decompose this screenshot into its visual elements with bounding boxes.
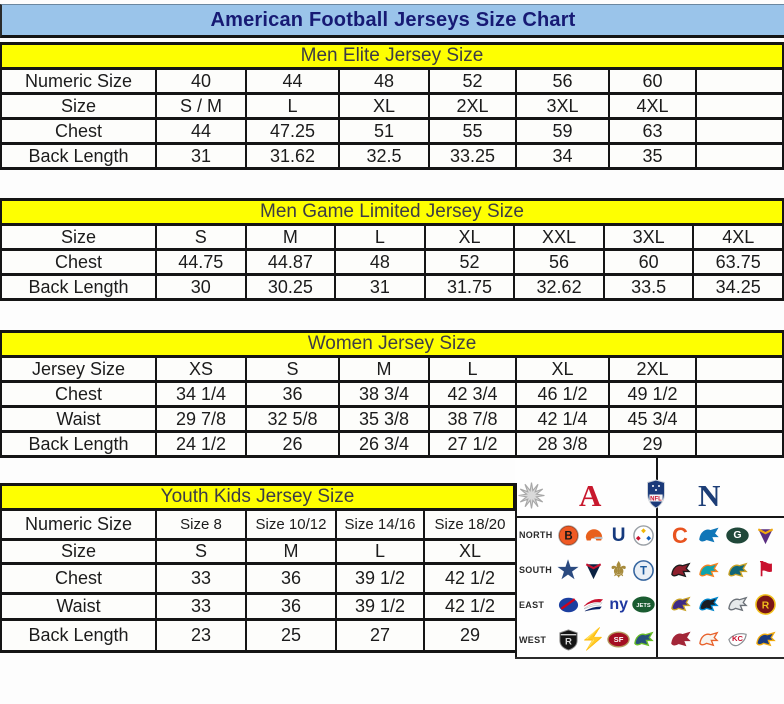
- row-label: Chest: [2, 383, 157, 408]
- size-cell: 31: [336, 276, 426, 301]
- division-row-east: [515, 588, 784, 623]
- size-cell: 52: [430, 70, 517, 95]
- size-cell: 48: [340, 70, 430, 95]
- team-logo-saints-icon: ⚜: [609, 558, 629, 582]
- size-cell: S: [247, 358, 340, 383]
- team-logo-packers-icon: [725, 523, 749, 547]
- size-cell: 44: [247, 70, 340, 95]
- team-logo-raiders-icon: [556, 628, 580, 652]
- size-cell: 42 1/2: [425, 565, 517, 595]
- team-logo-patriots-icon: [581, 593, 605, 617]
- size-cell: 44: [157, 120, 247, 145]
- team-logo-eagles-icon: [725, 593, 749, 617]
- svg-text:KC: KC: [731, 634, 743, 644]
- size-cell: 28 3/8: [517, 433, 610, 458]
- men-elite-grid: [0, 70, 784, 170]
- size-cell: 4XL: [694, 226, 784, 251]
- size-cell: 23: [157, 621, 247, 653]
- size-cell: 63: [610, 120, 697, 145]
- size-cell: [697, 408, 784, 433]
- division-label: EAST: [519, 599, 545, 610]
- size-cell: 34: [517, 145, 610, 170]
- size-cell: S: [157, 226, 247, 251]
- size-cell: 33.5: [605, 276, 695, 301]
- men-game-limited-table: [0, 198, 784, 301]
- afc-logo: A: [579, 478, 602, 513]
- size-cell: XL: [426, 226, 516, 251]
- men-elite-header: Men Elite Jersey Size: [0, 42, 784, 70]
- svg-text:SF: SF: [613, 635, 624, 645]
- size-cell: [697, 433, 784, 458]
- size-cell: L: [337, 541, 425, 565]
- row-label: Size: [2, 226, 157, 251]
- size-cell: M: [247, 226, 337, 251]
- size-cell: 27: [337, 621, 425, 653]
- svg-text:R: R: [564, 636, 572, 648]
- team-logo-vikings-icon: [754, 523, 778, 547]
- division-label: NORTH: [519, 530, 553, 541]
- size-cell: 4XL: [610, 95, 697, 120]
- size-cell: 55: [430, 120, 517, 145]
- women-header: Women Jersey Size: [0, 330, 784, 358]
- afc-teams: [556, 628, 656, 652]
- svg-text:R: R: [762, 599, 770, 612]
- size-cell: 29: [610, 433, 697, 458]
- svg-text:T: T: [640, 564, 648, 577]
- size-cell: Size 14/16: [337, 511, 425, 541]
- size-cell: 27 1/2: [430, 433, 517, 458]
- size-cell: [697, 383, 784, 408]
- youth-kids-grid: [0, 511, 517, 653]
- team-logo-browns-icon: [581, 523, 605, 547]
- division-row-north: [515, 518, 784, 553]
- starburst-icon: [518, 482, 545, 514]
- size-cell: 3XL: [517, 95, 610, 120]
- row-label: Size: [2, 95, 157, 120]
- team-logo-buccaneers-icon: ⚑: [757, 558, 775, 581]
- size-cell: 30.25: [247, 276, 337, 301]
- size-cell: 35: [610, 145, 697, 170]
- youth-kids-header: Youth Kids Jersey Size: [0, 483, 515, 511]
- row-label: Chest: [2, 251, 157, 276]
- team-logo-giants-icon: ny: [609, 596, 628, 614]
- size-cell: 32.5: [340, 145, 430, 170]
- size-cell: 2XL: [610, 358, 697, 383]
- size-cell: L: [247, 95, 340, 120]
- size-cell: 35 3/8: [340, 408, 430, 433]
- size-cell: 60: [610, 70, 697, 95]
- size-cell: 38 3/4: [340, 383, 430, 408]
- row-label: Back Length: [2, 621, 157, 653]
- men-game-limited-grid: [0, 226, 784, 301]
- size-cell: 52: [426, 251, 516, 276]
- size-cell: XXL: [515, 226, 605, 251]
- size-cell: 34 1/4: [157, 383, 247, 408]
- nfc-teams: [660, 558, 784, 582]
- size-cell: M: [247, 541, 337, 565]
- men-game-limited-header: Men Game Limited Jersey Size: [0, 198, 784, 226]
- afc-teams: [556, 593, 656, 617]
- size-cell: 46 1/2: [517, 383, 610, 408]
- size-cell: 26: [247, 433, 340, 458]
- size-cell: 59: [517, 120, 610, 145]
- size-cell: 39 1/2: [337, 565, 425, 595]
- team-logo-dolphins-icon: [697, 558, 721, 582]
- size-cell: 26 3/4: [340, 433, 430, 458]
- division-label: WEST: [519, 634, 547, 645]
- size-cell: XS: [157, 358, 247, 383]
- size-cell: 34.25: [694, 276, 784, 301]
- team-logo-texans-icon: [581, 558, 605, 582]
- afc-teams: [556, 558, 656, 582]
- team-logo-jets-icon: [632, 593, 656, 617]
- team-logo-titans-icon: [632, 558, 656, 582]
- size-cell: Size 10/12: [247, 511, 337, 541]
- row-label: Waist: [2, 595, 157, 621]
- team-logo-broncos-icon: [697, 628, 721, 652]
- team-logo-bengals-icon: [556, 523, 580, 547]
- size-cell: Size 8: [157, 511, 247, 541]
- size-cell: [697, 120, 784, 145]
- row-label: Back Length: [2, 145, 157, 170]
- women-grid: [0, 358, 784, 458]
- size-cell: 30: [157, 276, 247, 301]
- size-cell: L: [336, 226, 426, 251]
- size-cell: 33: [157, 595, 247, 621]
- size-cell: 33.25: [430, 145, 517, 170]
- division-row-west: [515, 622, 784, 657]
- team-logo-colts-icon: U: [611, 524, 626, 546]
- team-logo-panthers-icon: [697, 593, 721, 617]
- size-cell: 38 7/8: [430, 408, 517, 433]
- size-cell: 60: [605, 251, 695, 276]
- team-logo-cowboys-icon: ★: [557, 556, 579, 584]
- size-cell: 32 5/8: [247, 408, 340, 433]
- team-logo-lions-icon: [697, 523, 721, 547]
- size-cell: 42 3/4: [430, 383, 517, 408]
- size-cell: 48: [336, 251, 426, 276]
- team-logo-bears-icon: C: [672, 522, 688, 548]
- team-logo-fortyniners-icon: [607, 628, 631, 652]
- size-cell: 36: [247, 595, 337, 621]
- size-cell: 29 7/8: [157, 408, 247, 433]
- size-cell: 33: [157, 565, 247, 595]
- team-logo-cardinals-icon: [668, 628, 692, 652]
- nfc-teams: [660, 628, 784, 652]
- page-title: American Football Jerseys Size Chart: [0, 4, 784, 38]
- team-logo-falcons-icon: [668, 558, 692, 582]
- nfc-logo: N: [698, 478, 721, 513]
- size-cell: 39 1/2: [337, 595, 425, 621]
- size-cell: 40: [157, 70, 247, 95]
- size-cell: 2XL: [430, 95, 517, 120]
- size-cell: 32.62: [515, 276, 605, 301]
- team-logo-bills-icon: [556, 593, 580, 617]
- size-cell: 36: [247, 383, 340, 408]
- size-cell: XL: [517, 358, 610, 383]
- row-label: Chest: [2, 565, 157, 595]
- team-logo-chargers-icon: ⚡: [580, 628, 607, 652]
- size-cell: 49 1/2: [610, 383, 697, 408]
- nfl-shield-icon: [646, 479, 666, 514]
- size-cell: 56: [517, 70, 610, 95]
- size-cell: S / M: [157, 95, 247, 120]
- size-cell: [697, 358, 784, 383]
- size-cell: M: [340, 358, 430, 383]
- size-cell: 25: [247, 621, 337, 653]
- row-label: Waist: [2, 408, 157, 433]
- row-label: Size: [2, 541, 157, 565]
- size-cell: 44.87: [247, 251, 337, 276]
- size-cell: 47.25: [247, 120, 340, 145]
- size-cell: Size 18/20: [425, 511, 517, 541]
- size-cell: 36: [247, 565, 337, 595]
- size-cell: 42 1/4: [517, 408, 610, 433]
- team-logo-seahawks-icon: [632, 628, 656, 652]
- size-cell: 44.75: [157, 251, 247, 276]
- nfl-logo-panel: [515, 458, 784, 659]
- division-row-south: [515, 553, 784, 588]
- nfc-teams: [660, 593, 784, 617]
- row-label: Numeric Size: [2, 511, 157, 541]
- size-cell: [697, 70, 784, 95]
- svg-text:G: G: [733, 529, 742, 542]
- team-logo-steelers-icon: [632, 523, 656, 547]
- size-cell: 31: [157, 145, 247, 170]
- size-cell: 31.62: [247, 145, 340, 170]
- svg-text:JETS: JETS: [636, 603, 652, 610]
- nfc-teams: [660, 523, 784, 547]
- panel-bottom-line: [515, 657, 784, 659]
- size-cell: 63.75: [694, 251, 784, 276]
- team-logo-jaguars-icon: [725, 558, 749, 582]
- size-cell: 3XL: [605, 226, 695, 251]
- men-elite-table: [0, 42, 784, 170]
- size-cell: XL: [340, 95, 430, 120]
- row-label: Chest: [2, 120, 157, 145]
- size-cell: S: [157, 541, 247, 565]
- team-logo-rams-icon: [754, 628, 778, 652]
- nfl-division-rows: [515, 518, 784, 657]
- size-cell: [697, 145, 784, 170]
- row-label: Back Length: [2, 276, 157, 301]
- row-label: Back Length: [2, 433, 157, 458]
- team-logo-chiefs-icon: [725, 628, 749, 652]
- size-cell: 51: [340, 120, 430, 145]
- women-table: [0, 330, 784, 458]
- team-logo-ravens-icon: [668, 593, 692, 617]
- youth-kids-table: [0, 483, 515, 653]
- row-label: Jersey Size: [2, 358, 157, 383]
- size-cell: 42 1/2: [425, 595, 517, 621]
- size-cell: 29: [425, 621, 517, 653]
- size-cell: 56: [515, 251, 605, 276]
- team-logo-redskins-icon: [754, 593, 778, 617]
- afc-teams: [556, 523, 656, 547]
- size-cell: 31.75: [426, 276, 516, 301]
- svg-text:NFL: NFL: [650, 496, 662, 503]
- size-cell: 24 1/2: [157, 433, 247, 458]
- division-label: SOUTH: [519, 565, 552, 576]
- size-cell: [697, 95, 784, 120]
- size-cell: XL: [425, 541, 517, 565]
- svg-text:B: B: [563, 530, 573, 543]
- row-label: Numeric Size: [2, 70, 157, 95]
- size-cell: 45 3/4: [610, 408, 697, 433]
- size-cell: L: [430, 358, 517, 383]
